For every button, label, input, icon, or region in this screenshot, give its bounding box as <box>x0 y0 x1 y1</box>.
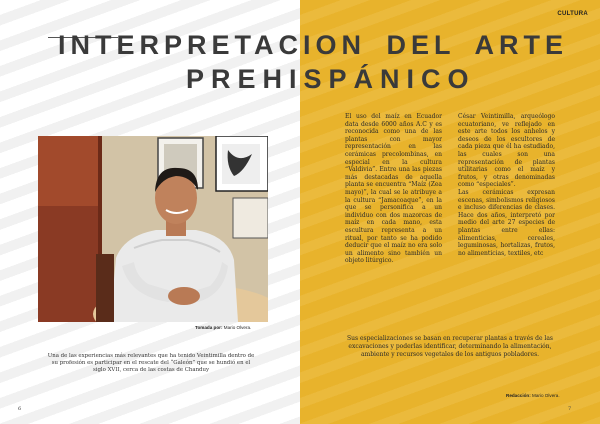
article-column-1: El uso del maíz en Ecuador data desde 6000 años A.C y es reconocida como una de las plantas con mayor representación en las cerámicas precolombinas, en especial en la cultura “Valdivia”. Entre una las piezas más destacadas de aquella planta se encuentra “Maíz (Zea mayo)”, la cual se le atribuye a la cultura “Jamacoaque”, en la que se personifica a un individuo con dos mazorcas de maíz en cada mano, esta escultura representa a un ritual, por tanto se ha podido deducir que el maíz no era solo un alimento sino también un objeto litúrgico. <box>345 113 442 265</box>
photo-credit <box>195 325 251 330</box>
byline-label: Redacción: <box>506 393 531 398</box>
byline-name: Mario Olvera. <box>532 393 560 398</box>
photo-credit-label: Tomada por: <box>195 325 223 330</box>
left-paragraph: Una de las experiencias más relevantes que ha tenido Veintimilla dentro de su profesión es participar en el rescate del “Galeón” que se hundió en el siglo XVII, cerca de las costas de Chanduy <box>47 353 255 373</box>
portrait-photo <box>38 136 268 322</box>
title-line-2: PREHISPÁNICO <box>186 64 476 94</box>
page-number-right: 7 <box>568 406 572 412</box>
section-label: CULTURA <box>557 11 588 17</box>
page-number-left: 6 <box>18 406 22 412</box>
column-2-paragraph-2: Las cerámicas expresan escenas, simbolismos religiosos e incluso diferencias de clases. Hace dos años, interpretó por medio del arte 27 especies de plantas entre ellas: alimenticias, cereales, leguminosas, hortalizas, frutos, no alimenticias, textiles, etc <box>458 188 555 257</box>
byline <box>506 393 560 398</box>
column-2-paragraph-1: César Veintimilla, arqueólogo ecuatoriano, ve reflejado en este arte todos los anhelos y deseos de los escultores de cada pieza que él ha estudiado, las cuales son una representación de plantas utilitarias como el maíz y frutos, y otras denominadas como “especiales”. <box>458 113 555 189</box>
photo-credit-name: Mario Olvera. <box>223 325 252 330</box>
article-column-2 <box>458 113 555 257</box>
title-line-1: INTERPRETACION DEL ARTE <box>58 30 568 60</box>
bottom-paragraph: Sus especializaciones se basan en recuperar plantas a través de las excavaciones y poderlas identificar, determinando la alimentación, ambiente y recursos vegetales de los antiguos pobladores. <box>347 335 553 358</box>
